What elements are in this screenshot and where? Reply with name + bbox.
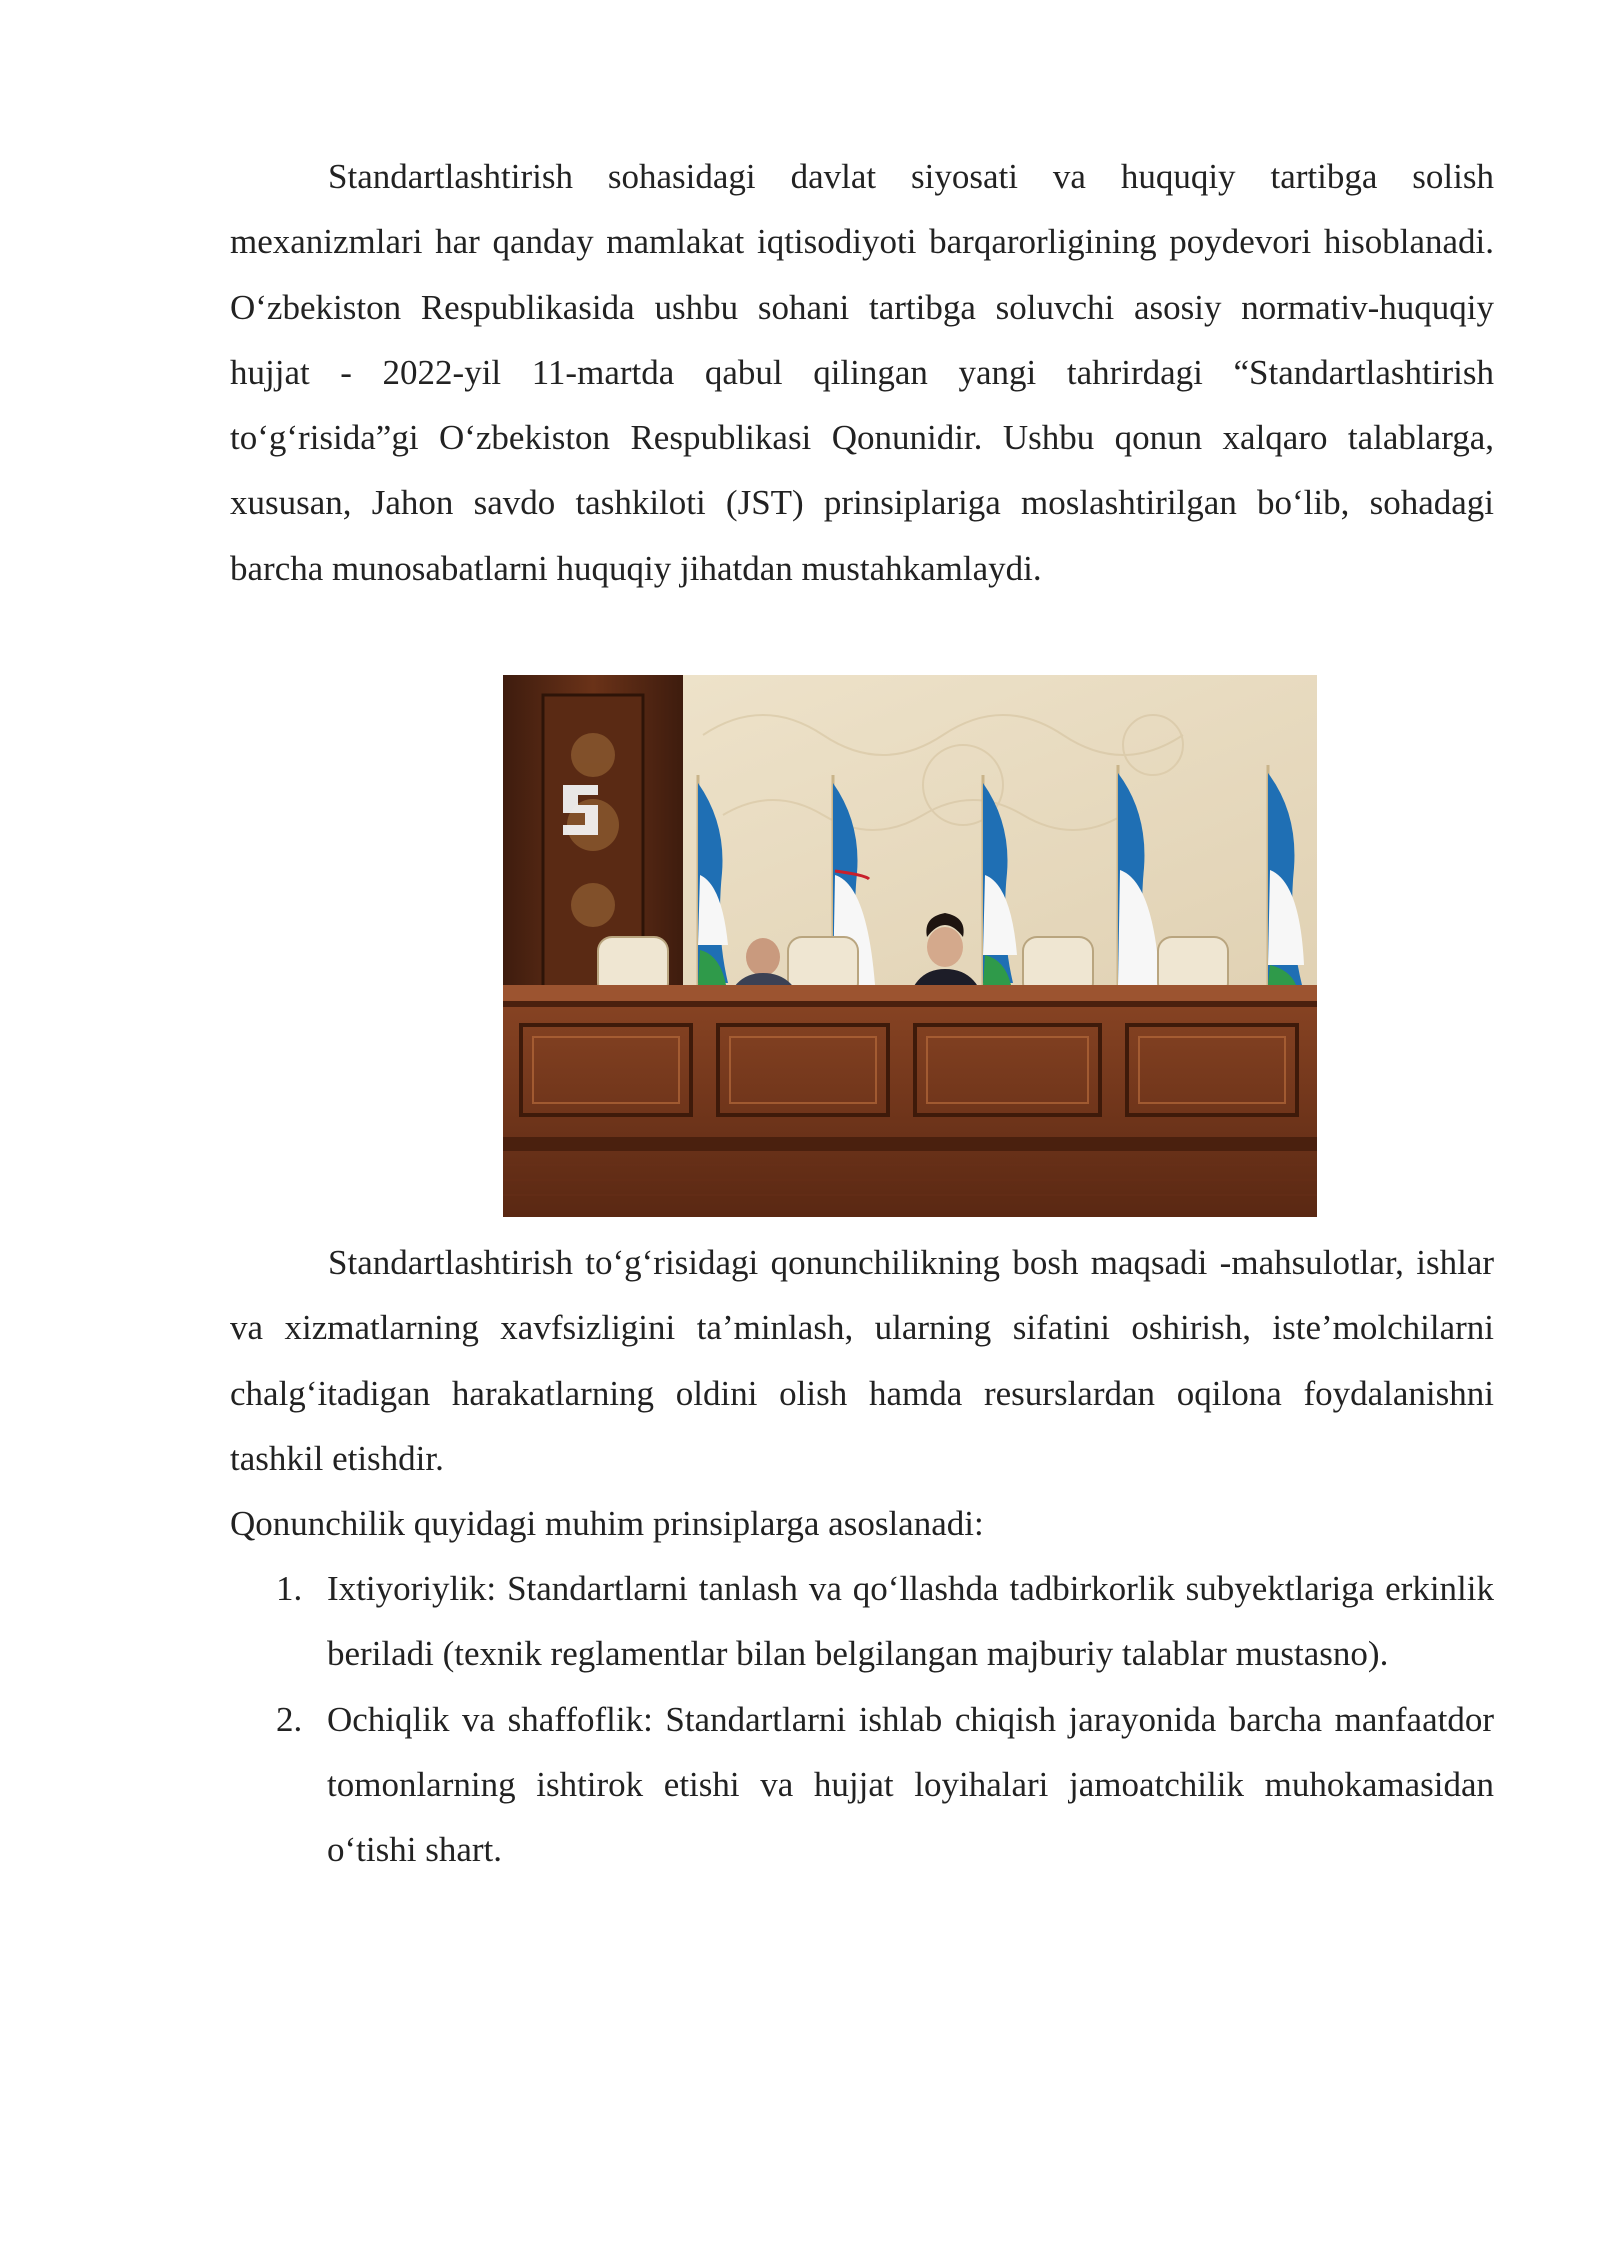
paragraph-standardization-policy: Standartlashtirish sohasidagi davlat siyosati va huquqiy tartibga solish mexanizmlari har qanday mamlakat iqtisodiyoti barqarorligining poydevori hisoblanadi. O‘zbekiston Respublikasida ushbu sohani tartibga soluvchi asosiy normativ-huquqiy hujjat - 2022-yil 11-martda qabul qilingan yangi tahrirdagi “Standartlashtirish to‘g‘risida”gi O‘zbekiston Respublikasi Qonunidir. Ushbu qonun xalqaro talablarga, xususan, Jahon savdo tashkiloti (JST) prinsiplariga moslashtirilgan bo‘lib, sohadagi barcha munosabatlarni huquqiy jihatdan mustahkamlaydi. — [230, 157, 1494, 588]
list-item-text: Ochiqlik va shaffoflik: Standartlarni ishlab chiqish jarayonida barcha manfaatdor tomonlarning ishtirok etishi va hujjat loyihalari jamoatchilik muhokamasidan o‘tishi shart. — [327, 1699, 1494, 1870]
principles-list — [230, 1556, 1494, 1882]
principles-intro: Qonunchilik quyidagi muhim prinsiplarga asoslanadi: — [230, 1504, 984, 1543]
paragraph-law-purpose: Standartlashtirish to‘g‘risidagi qonunchilikning bosh maqsadi -mahsulotlar, ishlar va xizmatlarning xavfsizligini ta’minlash, ularning sifatini oshirish, iste’molchilarni chalg‘itadigan harakatlarning oldini olish hamda resurslardan oqilona foydalanishni tashkil etishdir. — [230, 1243, 1494, 1478]
parliament-session-photo — [503, 675, 1317, 1217]
list-item — [230, 1556, 1494, 1687]
list-item — [230, 1687, 1494, 1883]
list-number: 1. — [276, 1569, 303, 1608]
list-number: 2. — [276, 1699, 303, 1739]
list-item-text: Ixtiyoriylik: Standartlarni tanlash va qo‘llashda tadbirkorlik subyektlariga erkinlik beriladi (texnik reglamentlar bilan belgilangan majburiy talablar mustasno). — [327, 1569, 1494, 1674]
